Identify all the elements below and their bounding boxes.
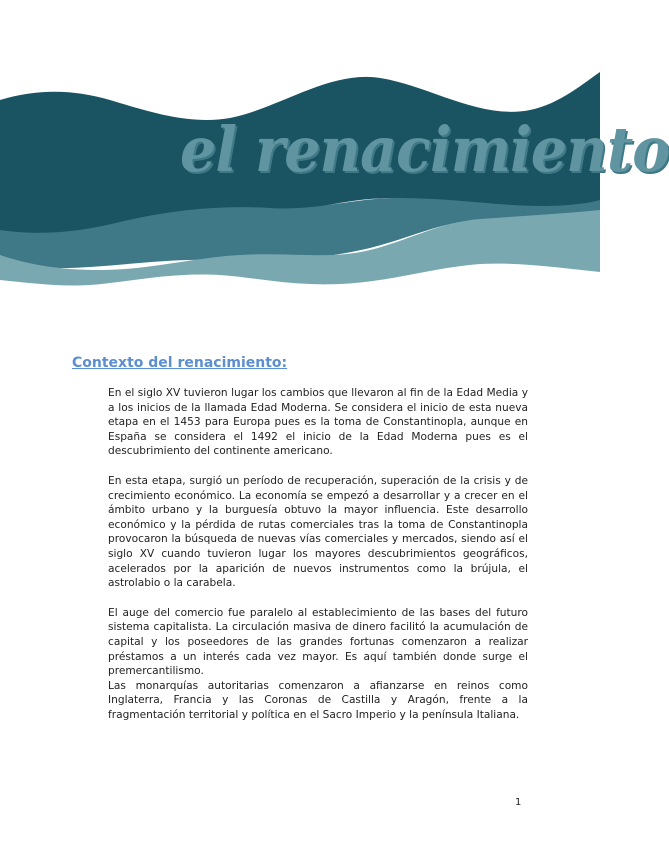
banner-title: el renacimiento [180,113,669,186]
header-banner [0,0,669,300]
body-text [108,386,528,737]
paragraph-monarchies: Las monarquías autoritarias comenzaron a afianzarse en reinos como Inglaterra, Francia y las Coronas de Castilla y Aragón, frente a la fragmentación territorial y política en el Sacro Imperio y la península Italiana. [108,679,528,721]
section-heading: Contexto del renacimiento: [72,355,288,371]
page-number: 1 [515,797,522,808]
paragraph-economy: En esta etapa, surgió un período de recuperación, superación de la crisis y de crecimiento económico. La economía se empezó a desarrollar y a crecer en el ámbito urbano y la burguesía obtuvo la mayor influencia. Este desarrollo económico y la pérdida de rutas comerciales tras la toma de Constantinopla provocaron la búsqueda de nuevas vías comerciales y mercados, siendo así el siglo XV cuando tuvieron lugar los mayores descubrimientos geográficos, acelerados por la aparición de nuevos instrumentos como la brújula, el astrolabio o la carabela. [108,474,528,590]
paragraph-intro: En el siglo XV tuvieron lugar los cambios que llevaron al fin de la Edad Media y a los inicios de la llamada Edad Moderna. Se considera el inicio de esta nueva etapa en el 1453 para Europa pues es la toma de Constantinopla, aunque en España se considera el 1492 el inicio de la Edad Moderna pues es el descubrimiento del continente americano. [108,387,528,458]
paragraph-capitalism: El auge del comercio fue paralelo al establecimiento de las bases del futuro sistema capitalista. La circulación masiva de dinero facilitó la acumulación de capital y los poseedores de las grandes fortunas comenzaron a realizar préstamos a un interés cada vez mayor. Es aquí también donde surge el premercantilismo. [108,606,528,678]
